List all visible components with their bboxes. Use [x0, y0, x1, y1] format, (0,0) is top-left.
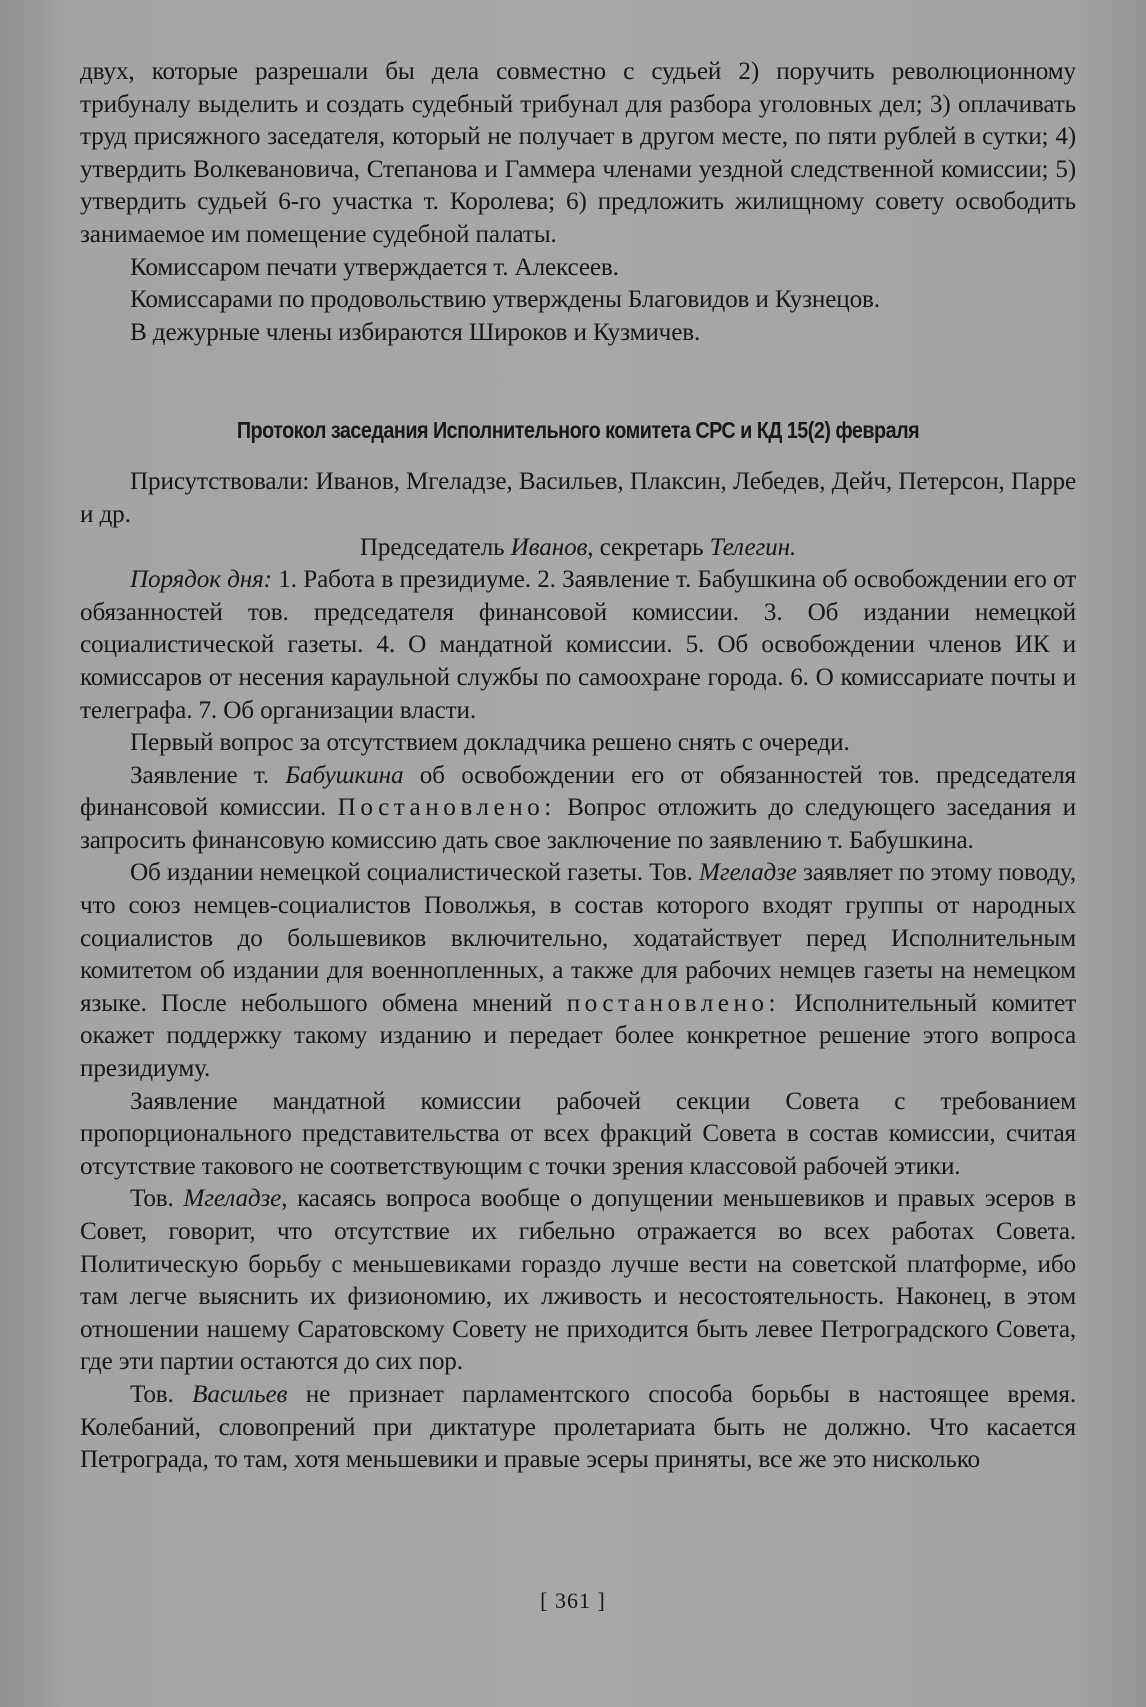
present-paragraph: Присутствовали: Иванов, Мгеладзе, Васильев, Плаксин, Лебедев, Дейч, Петерсон, Парре и др.	[80, 468, 1076, 528]
section-gap	[80, 349, 1076, 417]
item3-post: Исполнительный комитет окажет поддержку такому изданию и передает более конкретное решение этого вопроса президиуму.	[80, 989, 1076, 1083]
chair-name: Иванов	[510, 533, 588, 561]
item2-pre: Заявление т.	[130, 761, 286, 789]
item4-paragraph: Заявление мандатной комиссии рабочей секции Совета с требованием пропорционального представительства от всех фракций Совета в состав комиссии, считая отсутствие такового не соответствующим с точки зрения классовой рабочей этики.	[80, 1087, 1076, 1180]
agenda-paragraph	[80, 564, 1076, 727]
item6-post: не признает парламентского способа борьбы в настоящее время. Колебаний, словопрений при диктатуре пролетариата быть не должно. Что касается Петрограда, то там, хотя меньшевики и правые эсеры приняты, все же это нисколько	[80, 1380, 1076, 1474]
agenda-label: Порядок дня:	[130, 566, 272, 594]
item2-mid: об освобождении его от обязанностей тов. председателя финансовой комиссии.	[80, 761, 1076, 822]
item5-name: Мгеладзе	[183, 1185, 282, 1213]
item6-pre: Тов.	[130, 1380, 193, 1408]
item3-paragraph	[80, 857, 1076, 1085]
item2-name: Бабушкина	[285, 761, 404, 789]
item6-name: Васильев	[192, 1380, 288, 1408]
protocol-body	[80, 466, 1076, 1476]
resolution-paragraph: двух, которые разрешали бы дела совместно с судьей 2) поручить революционному трибуналу выделить и создать судебный трибунал для разбора уголовных дел; 3) оплачивать труд присяжного заседателя, который не получает в другом месте, по пяти рублей в сутки; 4) утвердить Волкевановича, Степанова и Гаммера членами уездной следственной комиссии; 5) утвердить судьей 6-го участка т. Королева; 6) предложить жилищному совету освободить занимаемое им помещение судебной палаты.	[80, 58, 1076, 248]
item2-post: Вопрос отложить до следующего заседания и запросить финансовую комиссию дать свое заключение по заявлению т. Бабушкина.	[80, 794, 1076, 854]
chair-label: Председатель	[359, 533, 505, 561]
page-number: [ 361 ]	[540, 1588, 606, 1613]
secretary-label: , секретарь	[587, 533, 704, 561]
item2-resolved: Постановлено:	[337, 794, 556, 822]
duty-members-paragraph: В дежурные члены избираются Широков и Кузмичев.	[130, 318, 701, 346]
item3-resolved: постановлено:	[566, 989, 781, 1017]
item3-pre: Об издании немецкой социалистической газеты. Тов.	[130, 859, 700, 887]
item3-mid: заявляет по этому поводу, что союз немцев-социалистов Поволжья, в состав которого входят группы от народных социалистов до большевиков включительно, ходатайствует перед Исполнительным комитетом об издании для военнопленных, а также для рабочих немцев газеты на немецком языке. После небольшого обмена мнений	[80, 859, 1077, 1017]
protocol-heading: Протокол заседания Исполнительного комитета СРС и КД 15(2) февраля	[236, 417, 920, 444]
top-block	[80, 56, 1076, 349]
item6-paragraph	[80, 1379, 1076, 1477]
press-commissar-paragraph: Комиссаром печати утверждается т. Алексеев.	[130, 253, 619, 281]
agenda-text: 1. Работа в президиуме. 2. Заявление т. Бабушкина об освобождении его от обязанностей тов. председателя финансовой комиссии. 3. Об издании немецкой социалистической газеты. 4. О мандатной комиссии. 5. Об освобождении членов ИК и комиссаров от несения караульной службы по самоохране города. 6. О комиссариате почты и телеграфа. 7. Об организации власти.	[80, 566, 1077, 724]
secretary-name: Телегин.	[709, 533, 797, 561]
chair-line	[80, 532, 1076, 565]
item3-name: Мгеладзе	[699, 859, 797, 887]
item2-paragraph	[80, 760, 1076, 858]
item5-post: , касаясь вопроса вообще о допущении меньшевиков и правых эсеров в Совет, говорит, что отсутствие их гибельно отражается во всех работах Совета. Политическую борьбу с меньшевиками гораздо лучше вести на советской платформе, ибо там легче выяснить их физиономию, их лживость и несостоятельность. Наконец, в этом отношении нашему Саратовскому Совету не приходится быть левее Петроградского Совета, где эти партии остаются до сих пор.	[80, 1185, 1077, 1376]
food-commissars-paragraph: Комиссарами по продовольствию утверждены Благовидов и Кузнецов.	[130, 286, 880, 314]
item5-pre: Тов.	[130, 1185, 184, 1213]
item5-paragraph	[80, 1183, 1076, 1379]
item1-paragraph: Первый вопрос за отсутствием докладчика решено снять с очереди.	[130, 729, 850, 757]
